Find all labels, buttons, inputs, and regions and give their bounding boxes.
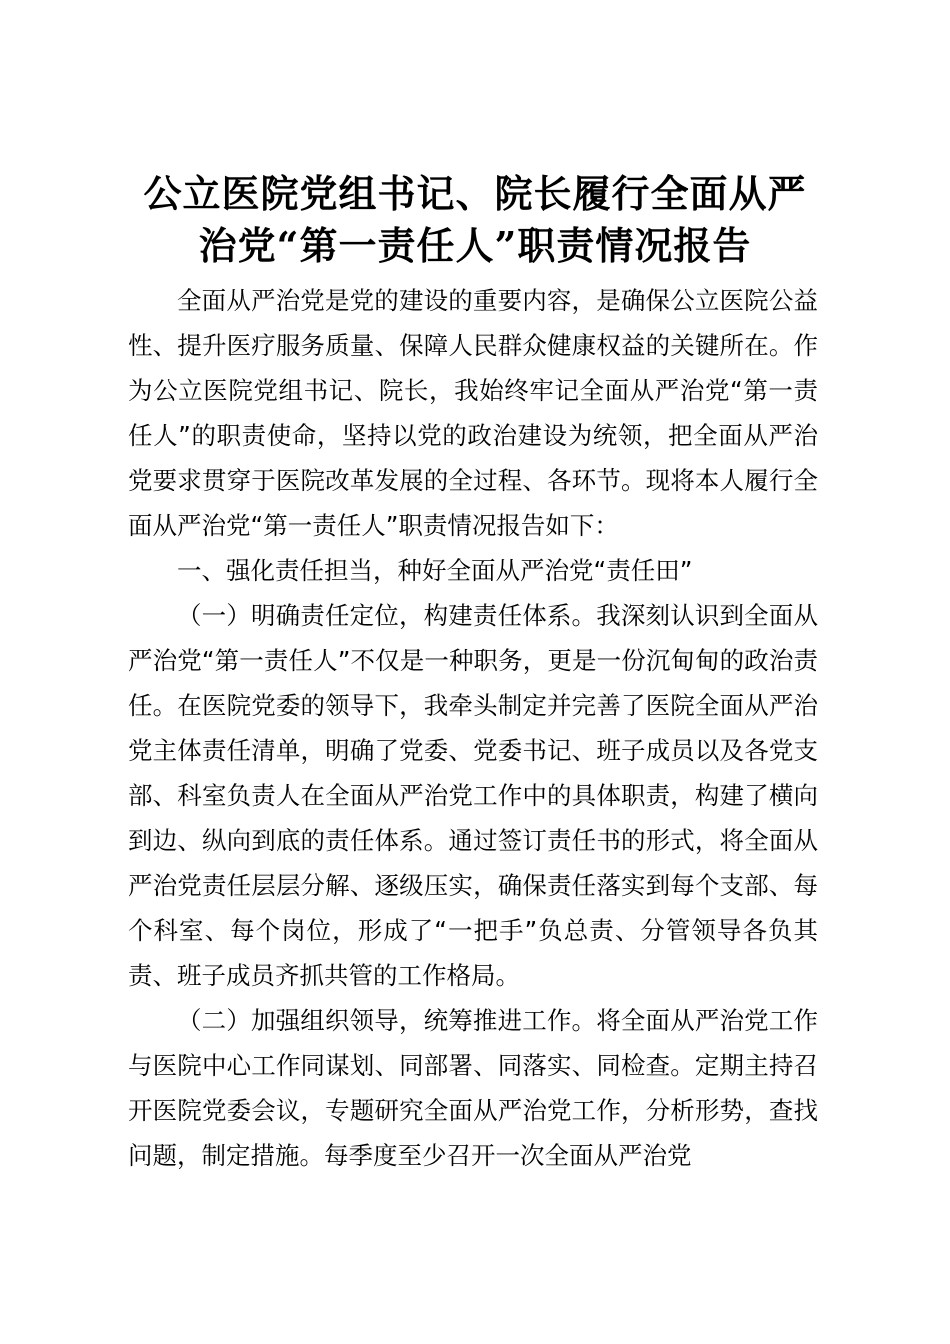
intro-paragraph: 全面从严治党是党的建设的重要内容，是确保公立医院公益性、提升医疗服务质量、保障人民群众健康权益的关键所在。作为公立医院党组书记、院长，我始终牢记全面从严治党“第一责任人”的职责使命，坚持以党的政治建设为统领，把全面从严治党要求贯穿于医院改革发展的全过程、各环节。现将本人履行全面从严治党“第一责任人”职责情况报告如下： xyxy=(128,286,818,540)
subsection-paragraph-1: （一）明确责任定位，构建责任体系。我深刻认识到全面从严治党“第一责任人”不仅是一种职务，更是一份沉甸甸的政治责任。在医院党委的领导下，我牵头制定并完善了医院全面从严治党主体责任清单，明确了党委、党委书记、班子成员以及各党支部、科室负责人在全面从严治党工作中的具体职责，构建了横向到边、纵向到底的责任体系。通过签订责任书的形式，将全面从严治党责任层层分解、逐级压实，确保责任落实到每个支部、每个科室、每个岗位，形成了“一把手”负总责、分管领导各负其责、班子成员齐抓共管的工作格局。 xyxy=(128,601,818,990)
section-heading-1: 一、强化责任担当，种好全面从严治党“责任田” xyxy=(177,556,693,585)
document-body xyxy=(128,278,818,1178)
subsection-paragraph-2: （二）加强组织领导，统筹推进工作。将全面从严治党工作与医院中心工作同谋划、同部署、同落实、同检查。定期主持召开医院党委会议，专题研究全面从严治党工作，分析形势，查找问题，制定措施。每季度至少召开一次全面从严治党 xyxy=(128,1006,818,1170)
document-title-line-2: 治党“第一责任人”职责情况报告 xyxy=(198,223,752,268)
document-title xyxy=(110,168,840,272)
document-title-line-1: 公立医院党组书记、院长履行全面从严 xyxy=(143,171,807,216)
